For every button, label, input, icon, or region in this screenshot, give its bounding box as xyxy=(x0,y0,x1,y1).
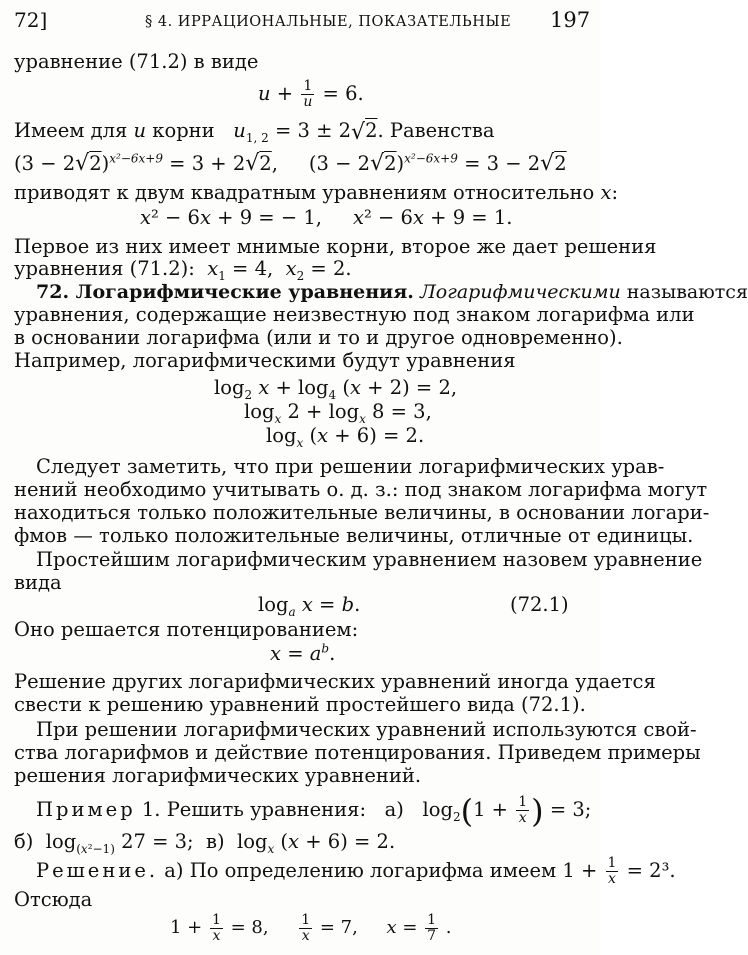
example-line: б) $\log_{(x^2-1)} 27 = 3$; в) $\log_x (x + 6) = 2$. xyxy=(14,830,396,856)
text-line: Решение других логарифмических уравнений иногда удается xyxy=(14,670,656,693)
section-heading: 72. Логарифмические уравнения. Логарифмическими называются xyxy=(36,281,748,303)
solution-line: Решение. а) По определению логарифма имеем 1 + $\frac{1}{x}$ = 2³. xyxy=(36,855,676,887)
text-line: Отсюда xyxy=(14,888,93,911)
text-line: уравнения, содержащие неизвестную под знаком логарифма или xyxy=(14,303,695,326)
running-title: § 4. ИРРАЦИОНАЛЬНЫЕ, ПОКАЗАТЕЛЬНЫЕ xyxy=(145,14,512,30)
text-line: решения логарифмических уравнений. xyxy=(14,764,422,787)
page-number: 197 xyxy=(550,8,591,32)
equation: $x = a^b$. xyxy=(270,641,336,665)
text-line: уравнение (71.2) в виде xyxy=(14,50,259,73)
equation: $\log_x 2 + \log_x 8 = 3$, xyxy=(244,400,432,426)
example-line: Пример 1. Решить уравнения: а) $\log_2(1$ + $\frac{1}{x}$ ) = 3; xyxy=(36,792,592,830)
text-line: фмов — только положительные величины, отличные от единицы. xyxy=(14,524,694,547)
text-line: Например, логарифмическими будут уравнения xyxy=(14,349,516,372)
equation: u + $\frac{1}{u}$ = 6. xyxy=(258,78,364,110)
text-line: уравнения (71.2): $x_1 = 4$, $x_2 = 2$. xyxy=(14,257,352,283)
equation: $(3 - 2√2)^{x^2-6x+9} = 3 + 2√2$, $(3 - 2√2)^{x^2-6x+9} = 3 - 2√2$ xyxy=(14,151,567,176)
text-line: нений необходимо учитывать о. д. з.: под знаком логарифма могут xyxy=(14,478,708,501)
equation: $\log_2 x + \log_4 (x + 2) = 2$, xyxy=(214,376,458,402)
text-line: в основании логарифма (или и то и другое одновременно). xyxy=(14,326,623,349)
equation: x² − 6x + 9 = − 1, x² − 6x + 9 = 1. xyxy=(140,206,513,229)
text-line: свести к решению уравнений простейшего вида (72.1). xyxy=(14,693,586,716)
equation: $\log_a x = b$. xyxy=(258,593,361,619)
text-line: Имеем для u корни $u_{1, 2} = 3 \pm 2√2$. Равенства xyxy=(14,119,495,145)
text-line: вида xyxy=(14,571,62,594)
text-line: приводят к двум квадратным уравнениям относительно x: xyxy=(14,181,619,204)
text-line: Простейшим логарифмическим уравнением назовем уравнение xyxy=(36,548,703,571)
text-line: При решении логарифмических уравнений используются свой- xyxy=(36,718,697,741)
text-line: ства логарифмов и действие потенцирования. Приведем примеры xyxy=(14,741,701,764)
text-line: Следует заметить, что при решении логарифмических урав- xyxy=(36,455,665,478)
text-line: Первое из них имеет мнимые корни, второе же дает решения xyxy=(14,235,657,258)
page-section-ref: 72] xyxy=(14,8,48,32)
equation-number: (72.1) xyxy=(510,593,569,616)
text-line: находиться только положительные величины, в основании логари- xyxy=(14,501,710,524)
equation: 1 + $\frac{1}{x}$ = 8, $\frac{1}{x}$ = 7, x = $\frac{1}{7}$ . xyxy=(170,911,452,944)
text-line: Оно решается потенцированием: xyxy=(14,618,359,641)
equation: $\log_x (x + 6) = 2$. xyxy=(266,424,425,450)
